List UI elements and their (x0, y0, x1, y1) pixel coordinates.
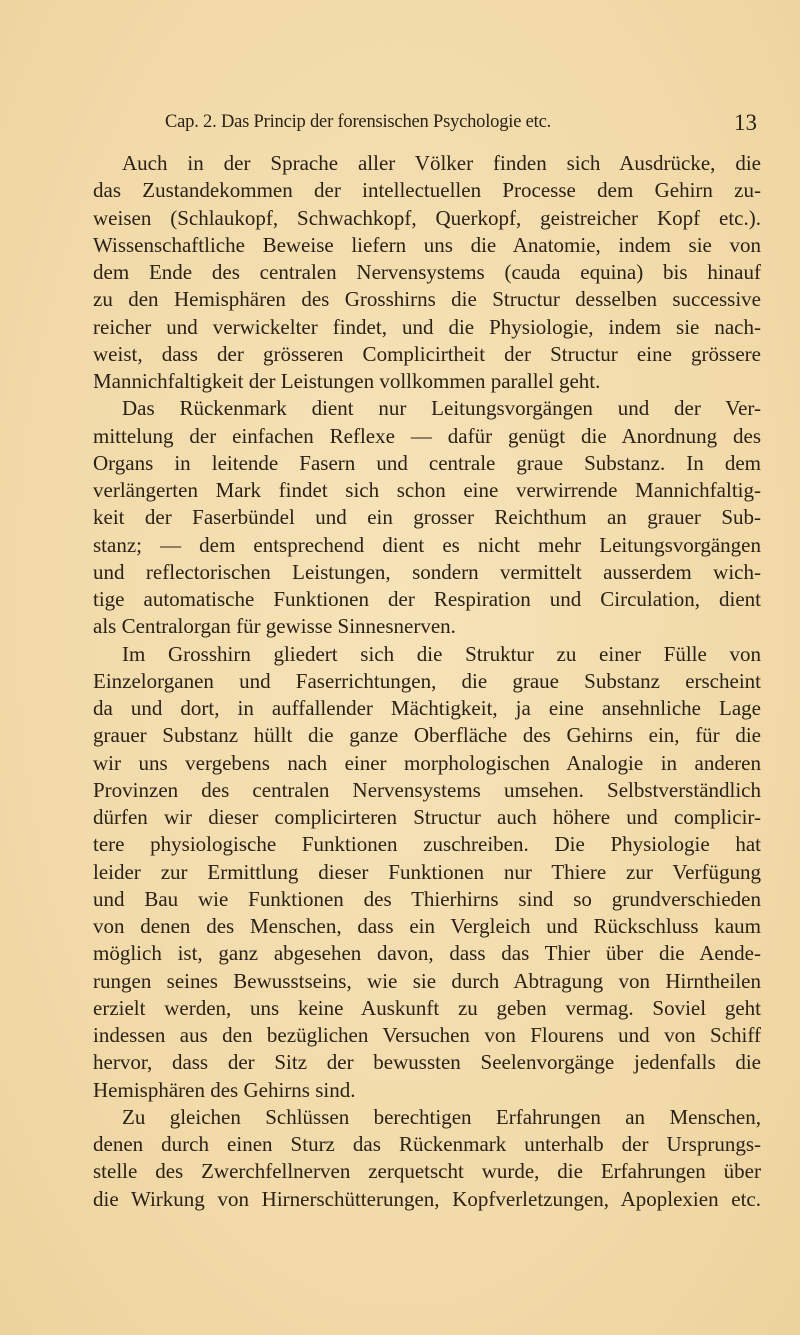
text-line: denen durch einen Sturz das Rückenmark unterhalb der Ursprungs- (93, 1132, 761, 1156)
text-line: dürfen wir dieser complicirteren Structur auch höhere und complicir- (93, 805, 761, 829)
text-line: als Centralorgan für gewisse Sinnesnerven. (93, 614, 456, 639)
text-line: dem Ende des centralen Nervensystems (cauda equina) bis hinauf (93, 260, 761, 284)
text-line: leider zur Ermittlung dieser Funktionen nur Thiere zur Verfügung (93, 859, 761, 884)
text-line: Auch in der Sprache aller Völker finden sich Ausdrücke, die (122, 151, 761, 175)
text-line: Wissenschaftliche Beweise liefern uns die Anatomie, indem sie von (93, 232, 761, 257)
text-line: verlängerten Mark findet sich schon eine verwirrende Mannichfaltig- (93, 478, 761, 502)
text-line: hervor, dass der Sitz der bewussten Seelenvorgänge jedenfalls die (93, 1050, 761, 1075)
text-line: und reflectorischen Leistungen, sondern vermittelt ausserdem wich- (93, 559, 761, 584)
text-line: stelle des Zwerchfellnerven zerquetscht wurde, die Erfahrungen über (93, 1159, 761, 1184)
text-line: weist, dass der grösseren Complicirtheit der Structur eine grössere (93, 341, 761, 366)
text-line: weisen (Schlaukopf, Schwachkopf, Querkopf, geistreicher Kopf etc.). (93, 205, 761, 230)
text-line: tere physiologische Funktionen zuschreiben. Die Physiologie hat (93, 832, 761, 857)
text-line: erzielt werden, uns keine Auskunft zu geben vermag. Soviel geht (93, 995, 761, 1020)
text-line: mittelung der einfachen Reflexe — dafür genügt die Anordnung des (93, 423, 761, 448)
text-line: Zu gleichen Schlüssen berechtigen Erfahrungen an Menschen, (122, 1104, 761, 1129)
text-line: indessen aus den bezüglichen Versuchen von Flourens und von Schiff (93, 1023, 761, 1047)
text-line: Einzelorganen und Faserrichtungen, die graue Substanz erscheint (93, 668, 761, 693)
text-line: da und dort, in auffallender Mächtigkeit, ja eine ansehnliche Lage (93, 696, 761, 720)
text-line: grauer Substanz hüllt die ganze Oberfläche des Gehirns ein, für die (93, 723, 761, 748)
body-text (93, 150, 761, 1213)
text-line: und Bau wie Funktionen des Thierhirns sind so grundverschieden (93, 886, 761, 911)
text-line: keit der Faserbündel und ein grosser Reichthum an grauer Sub- (93, 505, 761, 530)
paragraph (93, 1104, 761, 1213)
text-line: reicher und verwickelter findet, und die Physiologie, indem sie nach- (93, 314, 761, 339)
page-number: 13 (734, 110, 757, 135)
text-line: Hemisphären des Gehirns sind. (93, 1077, 356, 1102)
paragraph (93, 150, 761, 395)
text-line: stanz; — dem entsprechend dient es nicht mehr Leitungsvorgängen (93, 532, 761, 557)
running-title: Cap. 2. Das Princip der forensischen Psychologie etc. (165, 112, 552, 132)
text-line: rungen seines Bewusstseins, wie sie durch Abtragung von Hirntheilen (93, 968, 761, 993)
text-line: von denen des Menschen, dass ein Vergleich und Rückschluss kaum (93, 914, 761, 938)
text-line: wir uns vergebens nach einer morphologischen Analogie in anderen (93, 750, 761, 775)
text-line: tige automatische Funktionen der Respiration und Circulation, dient (93, 587, 761, 611)
text-line: zu den Hemisphären des Grosshirns die Structur desselben successive (93, 287, 761, 312)
text-line: Organs in leitende Fasern und centrale graue Substanz. In dem (93, 450, 761, 475)
paragraph (93, 395, 761, 640)
text-line: die Wirkung von Hirnerschütterungen, Kopfverletzungen, Apoplexien etc. (93, 1186, 761, 1211)
text-line: Im Grosshirn gliedert sich die Struktur zu einer Fülle von (122, 641, 761, 666)
text-line: Das Rückenmark dient nur Leitungsvorgängen und der Ver- (122, 396, 761, 421)
text-line: das Zustandekommen der intellectuellen Processe dem Gehirn zu- (93, 178, 761, 203)
text-line: Mannichfaltigkeit der Leistungen vollkommen parallel geht. (93, 369, 601, 393)
text-line: möglich ist, ganz abgesehen davon, dass das Thier über die Aende- (93, 941, 761, 966)
paragraph (93, 641, 761, 1104)
text-line: Provinzen des centralen Nervensystems umsehen. Selbstverständlich (93, 777, 761, 802)
running-header (165, 112, 765, 140)
